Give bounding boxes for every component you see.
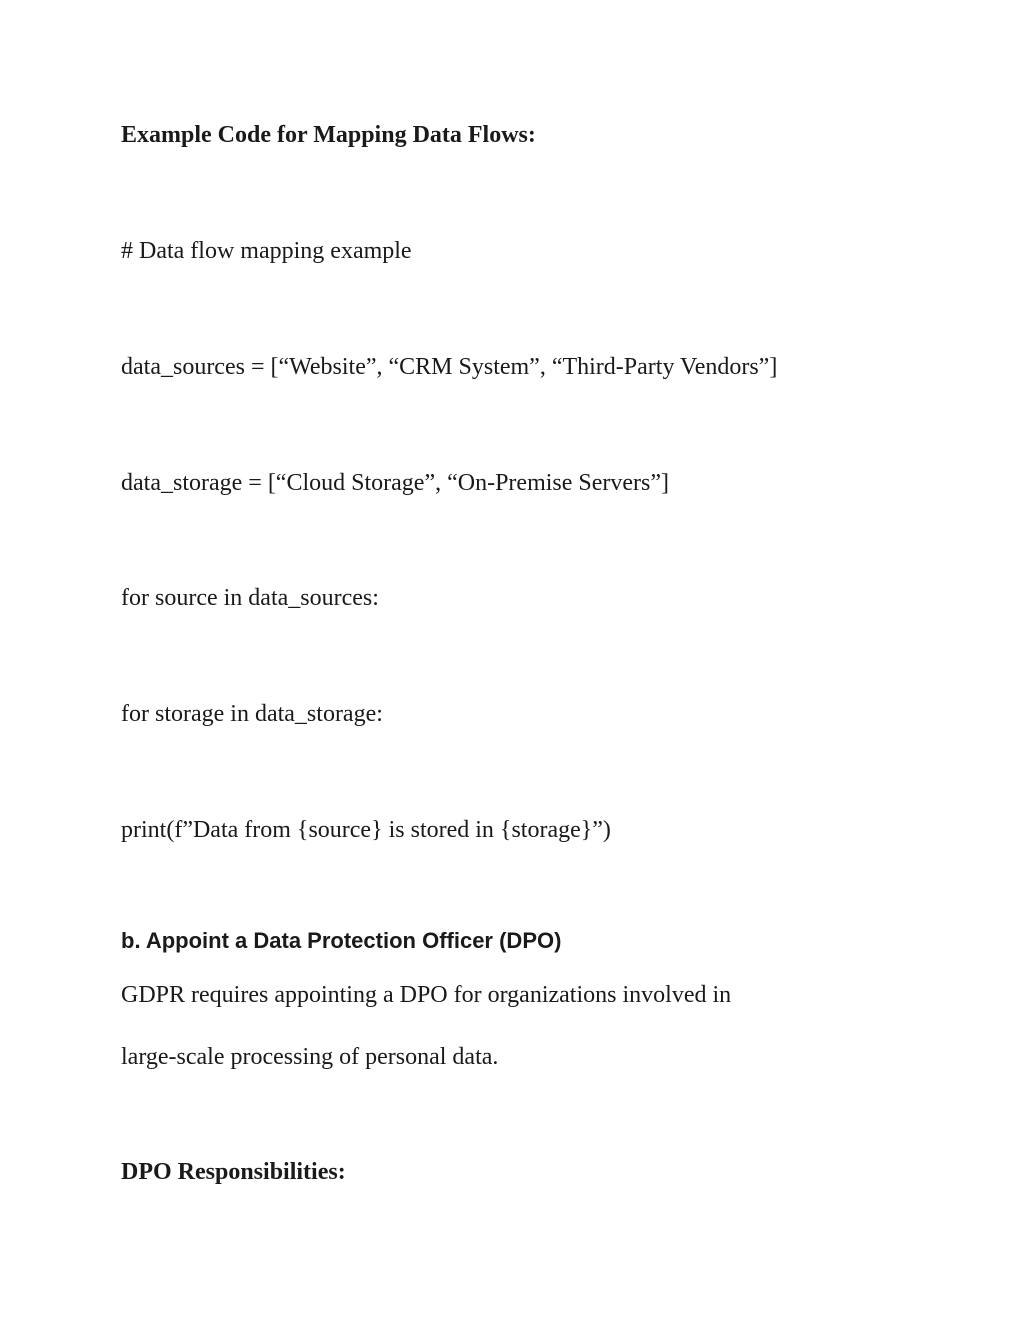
body-line-1: GDPR requires appointing a DPO for organizations involved in [121, 982, 732, 1008]
code-line-data-storage: data_storage = [“Cloud Storage”, “On-Premise Servers”] [121, 470, 670, 496]
code-line-print: print(f”Data from {source} is stored in {storage}”) [121, 817, 611, 843]
example-code-heading: Example Code for Mapping Data Flows: [121, 122, 536, 148]
section-heading-dpo: b. Appoint a Data Protection Officer (DPO) [121, 928, 562, 953]
body-line-2: large-scale processing of personal data. [121, 1044, 499, 1070]
code-line-comment: # Data flow mapping example [121, 238, 412, 264]
dpo-responsibilities-heading: DPO Responsibilities: [121, 1159, 346, 1185]
code-line-for-source: for source in data_sources: [121, 585, 379, 611]
code-line-data-sources: data_sources = [“Website”, “CRM System”, “Third-Party Vendors”] [121, 354, 778, 380]
code-line-for-storage: for storage in data_storage: [121, 701, 383, 727]
